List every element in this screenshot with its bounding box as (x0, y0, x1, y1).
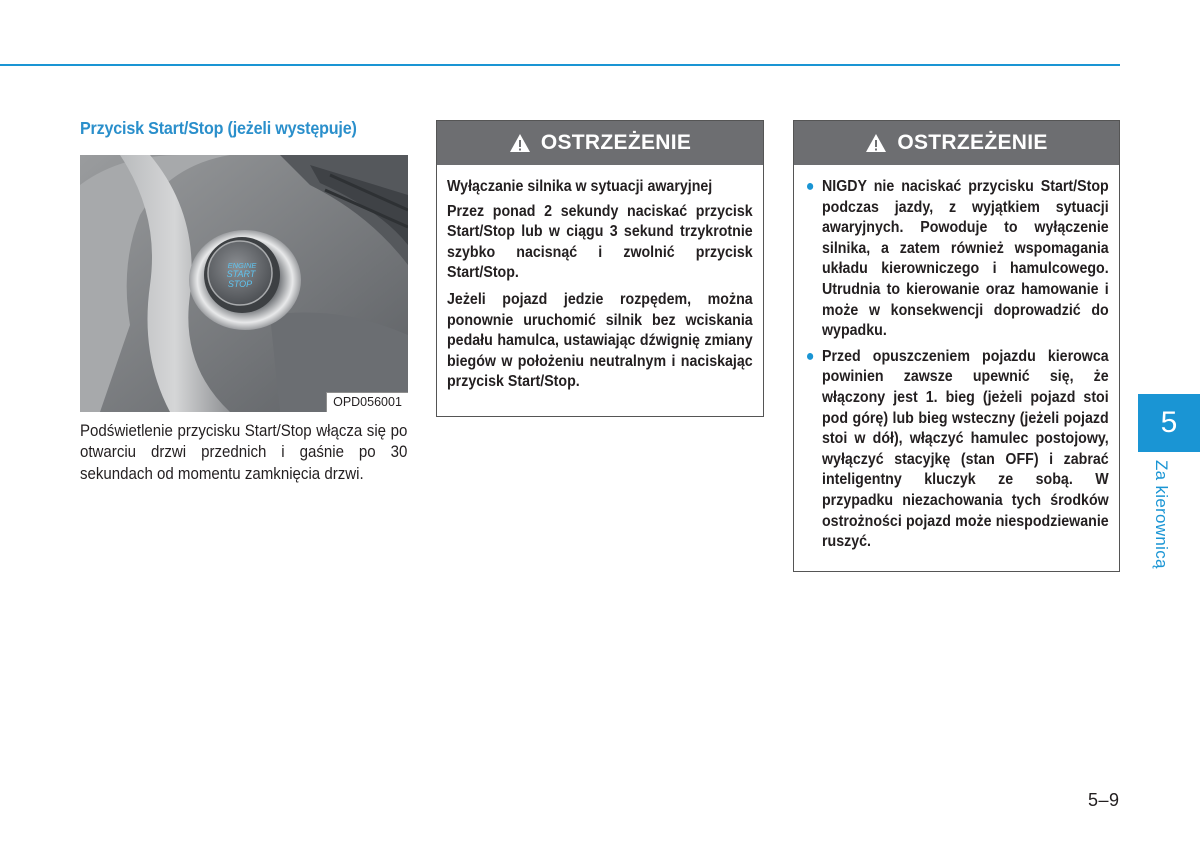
warning-box-driving (793, 120, 1120, 572)
page-number: 5–9 (1088, 790, 1120, 810)
warning-paragraph: Przez ponad 2 sekundy naciskać przycisk Start/Stop lub w ciągu 3 sekund trzykrotnie szybko nacisnąć i zwolnić przycisk Start/Stop. (447, 202, 753, 282)
chapter-tab: 5 (1138, 394, 1200, 452)
start-label: START (226, 269, 256, 279)
engine-label: ENGINE (227, 261, 257, 270)
bullet-text: NIGDY nie naciskać przycisku Start/Stop podczas jazdy, z wyjątkiem sytuacji awaryjnych. Powoduje to wyłączenie silnika, a zatem również wspomagania układu kierowniczego i hamulcowego. Utrudnia to kierowanie oraz hamowanie i może w konsekwencji doprowadzić do wypadku. (822, 178, 1109, 340)
warning-box-emergency (436, 120, 764, 417)
list-item (804, 177, 1109, 342)
steering-wheel-illustration (80, 155, 408, 412)
start-stop-photo (80, 155, 408, 412)
top-rule (0, 64, 1120, 66)
bullet-icon: ● (805, 178, 815, 195)
warning-subtitle: Wyłączanie silnika w sytuacji awaryjnej (447, 178, 713, 195)
warning-triangle-icon (865, 133, 887, 153)
intro-paragraph: Podświetlenie przycisku Start/Stop włącza się po otwarciu drzwi przednich i gaśnie po 30 sekundach od momentu zamknięcia drzwi. (80, 422, 408, 483)
section-title: Przycisk Start/Stop (jeżeli występuje) (80, 118, 357, 138)
bullet-icon: ● (805, 347, 815, 365)
warning-header (794, 121, 1119, 165)
stop-label: STOP (227, 279, 253, 289)
list-item (804, 347, 1109, 553)
warning-body (794, 165, 1119, 564)
chapter-label: Za kierownicą (1152, 460, 1171, 569)
warning-heading: OSTRZEŻENIE (540, 131, 692, 154)
photo-code: OPD056001 (326, 392, 408, 412)
warning-heading: OSTRZEŻENIE (897, 131, 1048, 154)
warning-body (437, 165, 763, 405)
warning-paragraph: Jeżeli pojazd jedzie rozpędem, można ponownie uruchomić silnik bez wciskania pedału hamulca, ustawiając dźwignię zmiany biegów w położeniu neutralnym i naciskając przycisk Start/Stop. (447, 290, 753, 391)
warning-triangle-icon (509, 133, 531, 153)
bullet-text: Przed opuszczeniem pojazdu kierowca powinien zawsze upewnić się, że włączony jest 1. bieg (jeżeli pojazd stoi pod górę) lub bieg wsteczny (jeżeli pojazd stoi w dół), włączyć hamulec postojowy, wyłączyć stacyjkę (stan OFF) i zabrać inteligentny kluczyk ze sobą. W przypadku niezachowania tych środków ostrożności pojazd może niespodziewanie ruszyć. (822, 347, 1109, 551)
warning-bullet-list (804, 177, 1109, 553)
warning-header (437, 121, 763, 165)
